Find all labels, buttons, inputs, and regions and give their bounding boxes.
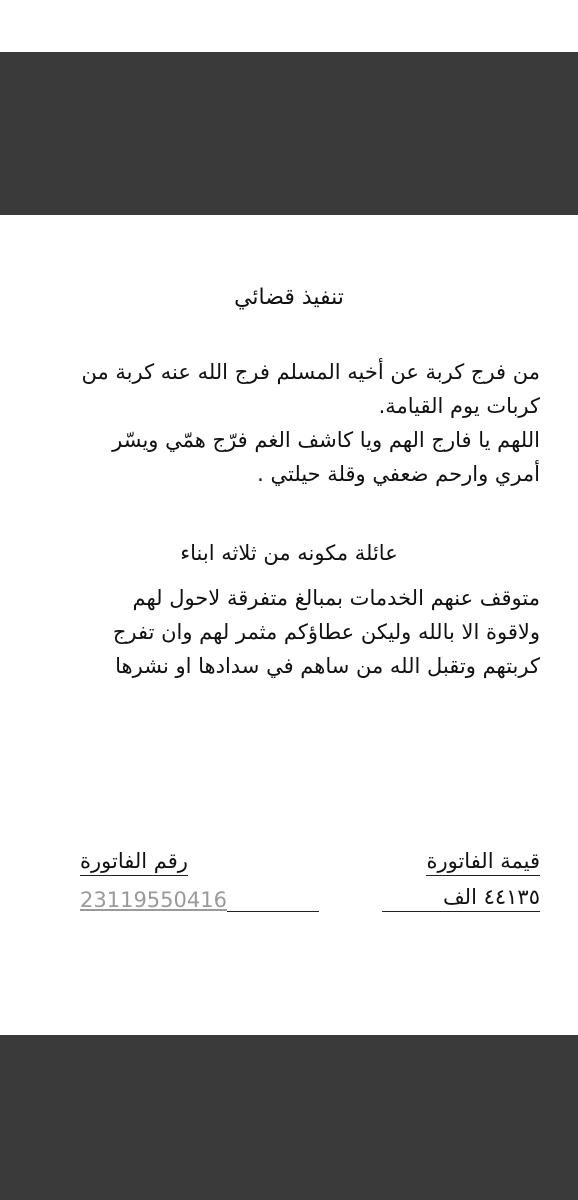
invoice-underline (227, 911, 319, 912)
invoice-number[interactable]: 23119550416 (80, 888, 227, 912)
document-title: تنفيذ قضائي (234, 285, 344, 310)
top-white-strip (0, 0, 578, 52)
paragraph-line: اللهم يا فارج الهم ويا كاشف الغم فرّج همّي ويسّر (112, 428, 540, 452)
invoice-value-label: قيمة الفاتورة (426, 849, 540, 876)
paragraph-line: متوقف عنهم الخدمات بمبالغ متفرقة لاحول لهم (132, 586, 540, 610)
paragraph-line: كربات يوم القيامة. (378, 394, 540, 418)
paragraph-line: من فرج كربة عن أخيه المسلم فرج الله عنه كربة من (81, 360, 540, 384)
family-heading: عائلة مكونه من ثلاثه ابناء (180, 541, 398, 565)
invoice-labels-row (80, 840, 540, 876)
document-page (0, 215, 578, 1035)
invoice-number-label: رقم الفاتورة (80, 849, 188, 876)
invoice-values-row (80, 876, 540, 912)
bottom-dark-margin (0, 1035, 578, 1200)
invoice-number-group (80, 888, 319, 912)
paragraph-line: ولاقوة الا بالله وليكن عطاؤكم مثمر لهم وان تفرج (112, 620, 540, 644)
paragraph-family (30, 581, 540, 683)
paragraph-line: كربتهم وتقبل الله من ساهم في سدادها او نشرها (115, 654, 540, 678)
invoice-value: ٤٤١٣٥ الف (382, 885, 540, 912)
paragraph-line: أمري وارحم ضعفي وقلة حيلتي . (257, 462, 540, 486)
paragraph-prayer (30, 355, 540, 491)
invoice-section (80, 840, 540, 912)
